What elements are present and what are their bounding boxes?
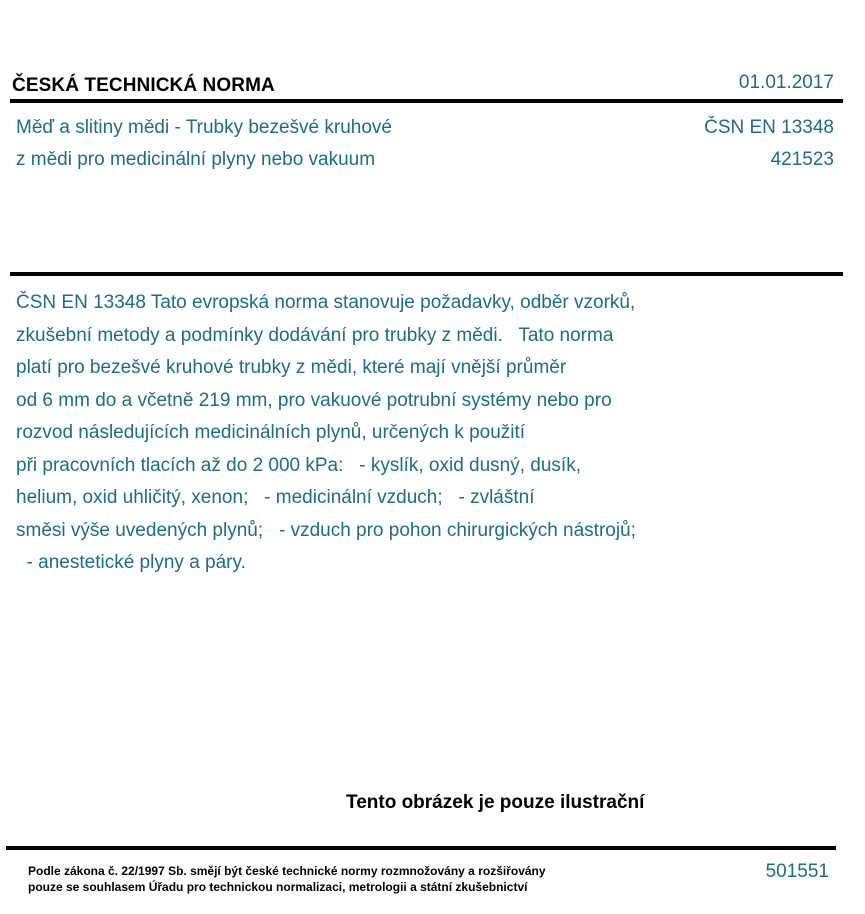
footer-divider bbox=[6, 846, 836, 850]
abstract-line: zkušební metody a podmínky dodávání pro trubky z mědi. Tato norma bbox=[16, 324, 614, 346]
document-date: 01.01.2017 bbox=[738, 72, 834, 93]
abstract-line: helium, oxid uhličitý, xenon; - medicinální vzduch; - zvláštní bbox=[16, 487, 535, 508]
abstract-line: směsi výše uvedených plynů; - vzduch pro pohon chirurgických nástrojů; bbox=[16, 519, 636, 541]
title-line-2: z mědi pro medicinální plyny nebo vakuum bbox=[16, 149, 376, 170]
abstract-line: od 6 mm do a včetně 219 mm, pro vakuové potrubní systémy nebo pro bbox=[16, 389, 612, 411]
illustration-note: Tento obrázek je pouze ilustrační bbox=[346, 792, 645, 813]
abstract-line: ČSN EN 13348 Tato evropská norma stanovuje požadavky, odběr vzorků, bbox=[16, 292, 636, 313]
legal-notice bbox=[28, 863, 546, 895]
title-line-1: Měď a slitiny mědi - Trubky bezešvé kruhové bbox=[16, 117, 392, 138]
abstract-line: - anestetické plyny a páry. bbox=[16, 552, 246, 573]
legal-notice-line-2: pouze se souhlasem Úřadu pro technickou normalizaci, metrologii a státní zkušebnictví bbox=[28, 880, 528, 894]
catalog-id: 501551 bbox=[765, 861, 829, 882]
document-type-heading: ČESKÁ TECHNICKÁ NORMA bbox=[12, 75, 275, 96]
title-divider bbox=[10, 272, 843, 276]
abstract-text bbox=[16, 287, 746, 580]
header-divider bbox=[10, 99, 843, 103]
abstract-line: platí pro bezešvé kruhové trubky z mědi, které mají vnější průměr bbox=[16, 357, 567, 378]
classification-code: 421523 bbox=[770, 149, 834, 170]
standard-number: ČSN EN 13348 bbox=[704, 117, 834, 138]
abstract-line: při pracovních tlacích až do 2 000 kPa: - kyslík, oxid dusný, dusík, bbox=[16, 454, 581, 476]
abstract-line: rozvod následujících medicinálních plynů, určených k použití bbox=[16, 422, 526, 443]
legal-notice-line-1: Podle zákona č. 22/1997 Sb. smějí být české technické normy rozmnožovány a rozšiřovány bbox=[28, 864, 546, 878]
